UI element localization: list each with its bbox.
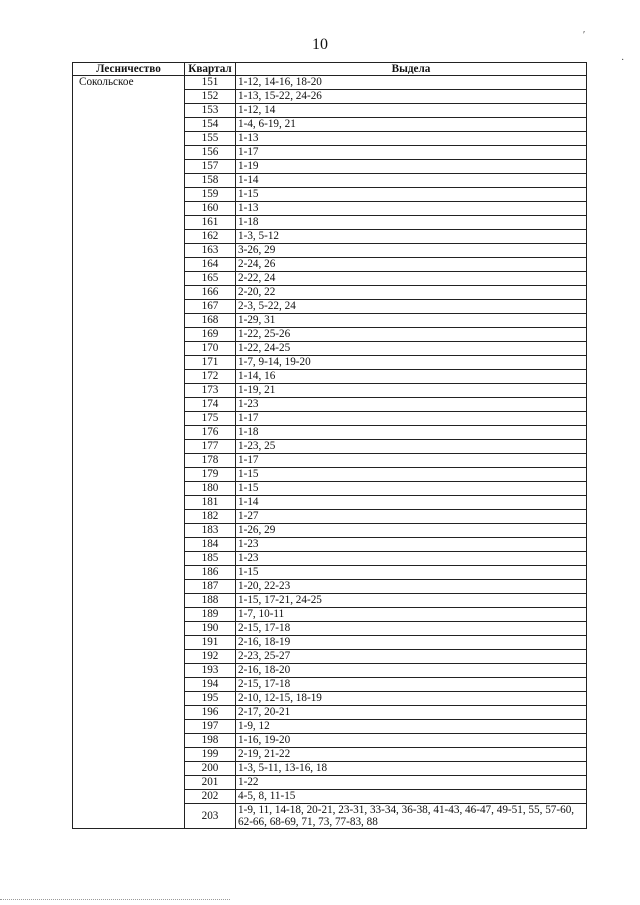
quarter-cell: 203 <box>185 804 236 829</box>
plots-cell: 1-7, 10-11 <box>236 608 587 622</box>
quarter-cell: 167 <box>185 300 236 314</box>
quarter-cell: 151 <box>185 76 236 90</box>
quarter-cell: 202 <box>185 790 236 804</box>
quarter-cell: 182 <box>185 510 236 524</box>
quarter-cell: 189 <box>185 608 236 622</box>
plots-cell: 1-4, 6-19, 21 <box>236 118 587 132</box>
quarter-cell: 192 <box>185 650 236 664</box>
plots-cell: 1-3, 5-11, 13-16, 18 <box>236 762 587 776</box>
quarter-cell: 193 <box>185 664 236 678</box>
quarter-cell: 181 <box>185 496 236 510</box>
plots-cell: 1-22 <box>236 776 587 790</box>
scan-mark: · <box>621 55 625 66</box>
header-forestry: Лесничество <box>73 63 185 76</box>
quarter-cell: 170 <box>185 342 236 356</box>
plots-cell: 1-27 <box>236 510 587 524</box>
plots-cell: 1-16, 19-20 <box>236 734 587 748</box>
plots-cell: 2-10, 12-15, 18-19 <box>236 692 587 706</box>
plots-cell: 1-13 <box>236 132 587 146</box>
header-quarter: Квартал <box>185 63 236 76</box>
plots-cell: 1-22, 25-26 <box>236 328 587 342</box>
plots-cell: 1-18 <box>236 426 587 440</box>
quarter-cell: 201 <box>185 776 236 790</box>
plots-cell: 1-29, 31 <box>236 314 587 328</box>
quarter-cell: 177 <box>185 440 236 454</box>
plots-cell: 2-24, 26 <box>236 258 587 272</box>
plots-cell: 2-15, 17-18 <box>236 678 587 692</box>
quarter-cell: 159 <box>185 188 236 202</box>
quarter-cell: 162 <box>185 230 236 244</box>
quarter-cell: 185 <box>185 552 236 566</box>
plots-cell: 1-23 <box>236 538 587 552</box>
page-number: 10 <box>312 36 328 53</box>
quarter-cell: 190 <box>185 622 236 636</box>
plots-cell: 1-14 <box>236 174 587 188</box>
quarter-cell: 191 <box>185 636 236 650</box>
plots-cell: 2-16, 18-19 <box>236 636 587 650</box>
plots-cell: 1-15 <box>236 482 587 496</box>
quarter-cell: 168 <box>185 314 236 328</box>
plots-cell: 2-16, 18-20 <box>236 664 587 678</box>
quarter-cell: 164 <box>185 258 236 272</box>
quarter-cell: 187 <box>185 580 236 594</box>
plots-cell: 1-14 <box>236 496 587 510</box>
quarter-cell: 176 <box>185 426 236 440</box>
quarter-cell: 173 <box>185 384 236 398</box>
plots-cell: 2-23, 25-27 <box>236 650 587 664</box>
plots-cell: 1-19 <box>236 160 587 174</box>
plots-cell: 1-19, 21 <box>236 384 587 398</box>
quarter-cell: 188 <box>185 594 236 608</box>
quarter-cell: 166 <box>185 286 236 300</box>
quarter-cell: 169 <box>185 328 236 342</box>
plots-cell: 2-20, 22 <box>236 286 587 300</box>
forestry-name: Сокольское <box>73 76 185 829</box>
plots-cell: 1-22, 24-25 <box>236 342 587 356</box>
quarter-cell: 197 <box>185 720 236 734</box>
quarter-cell: 161 <box>185 216 236 230</box>
table-header-row <box>73 63 587 76</box>
quarter-cell: 160 <box>185 202 236 216</box>
quarter-cell: 156 <box>185 146 236 160</box>
plots-cell: 1-26, 29 <box>236 524 587 538</box>
quarter-cell: 163 <box>185 244 236 258</box>
plots-cell: 1-23 <box>236 398 587 412</box>
quarter-cell: 155 <box>185 132 236 146</box>
plots-cell: 2-22, 24 <box>236 272 587 286</box>
quarter-cell: 194 <box>185 678 236 692</box>
forest-quarters-table <box>72 62 587 829</box>
plots-cell: 1-23, 25 <box>236 440 587 454</box>
quarter-cell: 158 <box>185 174 236 188</box>
quarter-cell: 165 <box>185 272 236 286</box>
quarter-cell: 186 <box>185 566 236 580</box>
plots-cell: 2-15, 17-18 <box>236 622 587 636</box>
quarter-cell: 180 <box>185 482 236 496</box>
plots-cell: 1-13 <box>236 202 587 216</box>
plots-cell: 1-15 <box>236 566 587 580</box>
plots-cell: 1-3, 5-12 <box>236 230 587 244</box>
quarter-cell: 152 <box>185 90 236 104</box>
plots-cell: 2-19, 21-22 <box>236 748 587 762</box>
header-plots: Выдела <box>236 63 587 76</box>
quarter-cell: 153 <box>185 104 236 118</box>
plots-cell: 1-20, 22-23 <box>236 580 587 594</box>
table-row <box>73 76 587 90</box>
quarter-cell: 196 <box>185 706 236 720</box>
quarter-cell: 199 <box>185 748 236 762</box>
quarter-cell: 198 <box>185 734 236 748</box>
plots-cell: 1-9, 12 <box>236 720 587 734</box>
plots-cell: 1-12, 14-16, 18-20 <box>236 76 587 90</box>
scan-mark: ′ <box>583 30 586 41</box>
plots-cell: 1-13, 15-22, 24-26 <box>236 90 587 104</box>
plots-cell: 1-7, 9-14, 19-20 <box>236 356 587 370</box>
quarter-cell: 195 <box>185 692 236 706</box>
quarter-cell: 157 <box>185 160 236 174</box>
plots-cell: 1-14, 16 <box>236 370 587 384</box>
quarter-cell: 183 <box>185 524 236 538</box>
plots-cell: 1-9, 11, 14-18, 20-21, 23-31, 33-34, 36-38, 41-43, 46-47, 49-51, 55, 57-60, 62-66, 68-69, 71, 73, 77-83, 88 <box>236 804 587 829</box>
quarter-cell: 174 <box>185 398 236 412</box>
plots-cell: 1-23 <box>236 552 587 566</box>
plots-cell: 1-17 <box>236 454 587 468</box>
plots-cell: 3-26, 29 <box>236 244 587 258</box>
quarter-cell: 184 <box>185 538 236 552</box>
quarter-cell: 154 <box>185 118 236 132</box>
table-body <box>73 76 587 829</box>
scan-edge-line <box>0 899 230 900</box>
quarter-cell: 171 <box>185 356 236 370</box>
plots-cell: 1-15 <box>236 468 587 482</box>
plots-cell: 1-18 <box>236 216 587 230</box>
quarter-cell: 179 <box>185 468 236 482</box>
plots-cell: 1-17 <box>236 146 587 160</box>
plots-cell: 2-17, 20-21 <box>236 706 587 720</box>
quarter-cell: 178 <box>185 454 236 468</box>
quarter-cell: 172 <box>185 370 236 384</box>
plots-cell: 1-17 <box>236 412 587 426</box>
plots-cell: 4-5, 8, 11-15 <box>236 790 587 804</box>
plots-cell: 1-15 <box>236 188 587 202</box>
plots-cell: 1-15, 17-21, 24-25 <box>236 594 587 608</box>
plots-cell: 1-12, 14 <box>236 104 587 118</box>
plots-cell: 2-3, 5-22, 24 <box>236 300 587 314</box>
quarter-cell: 175 <box>185 412 236 426</box>
quarter-cell: 200 <box>185 762 236 776</box>
